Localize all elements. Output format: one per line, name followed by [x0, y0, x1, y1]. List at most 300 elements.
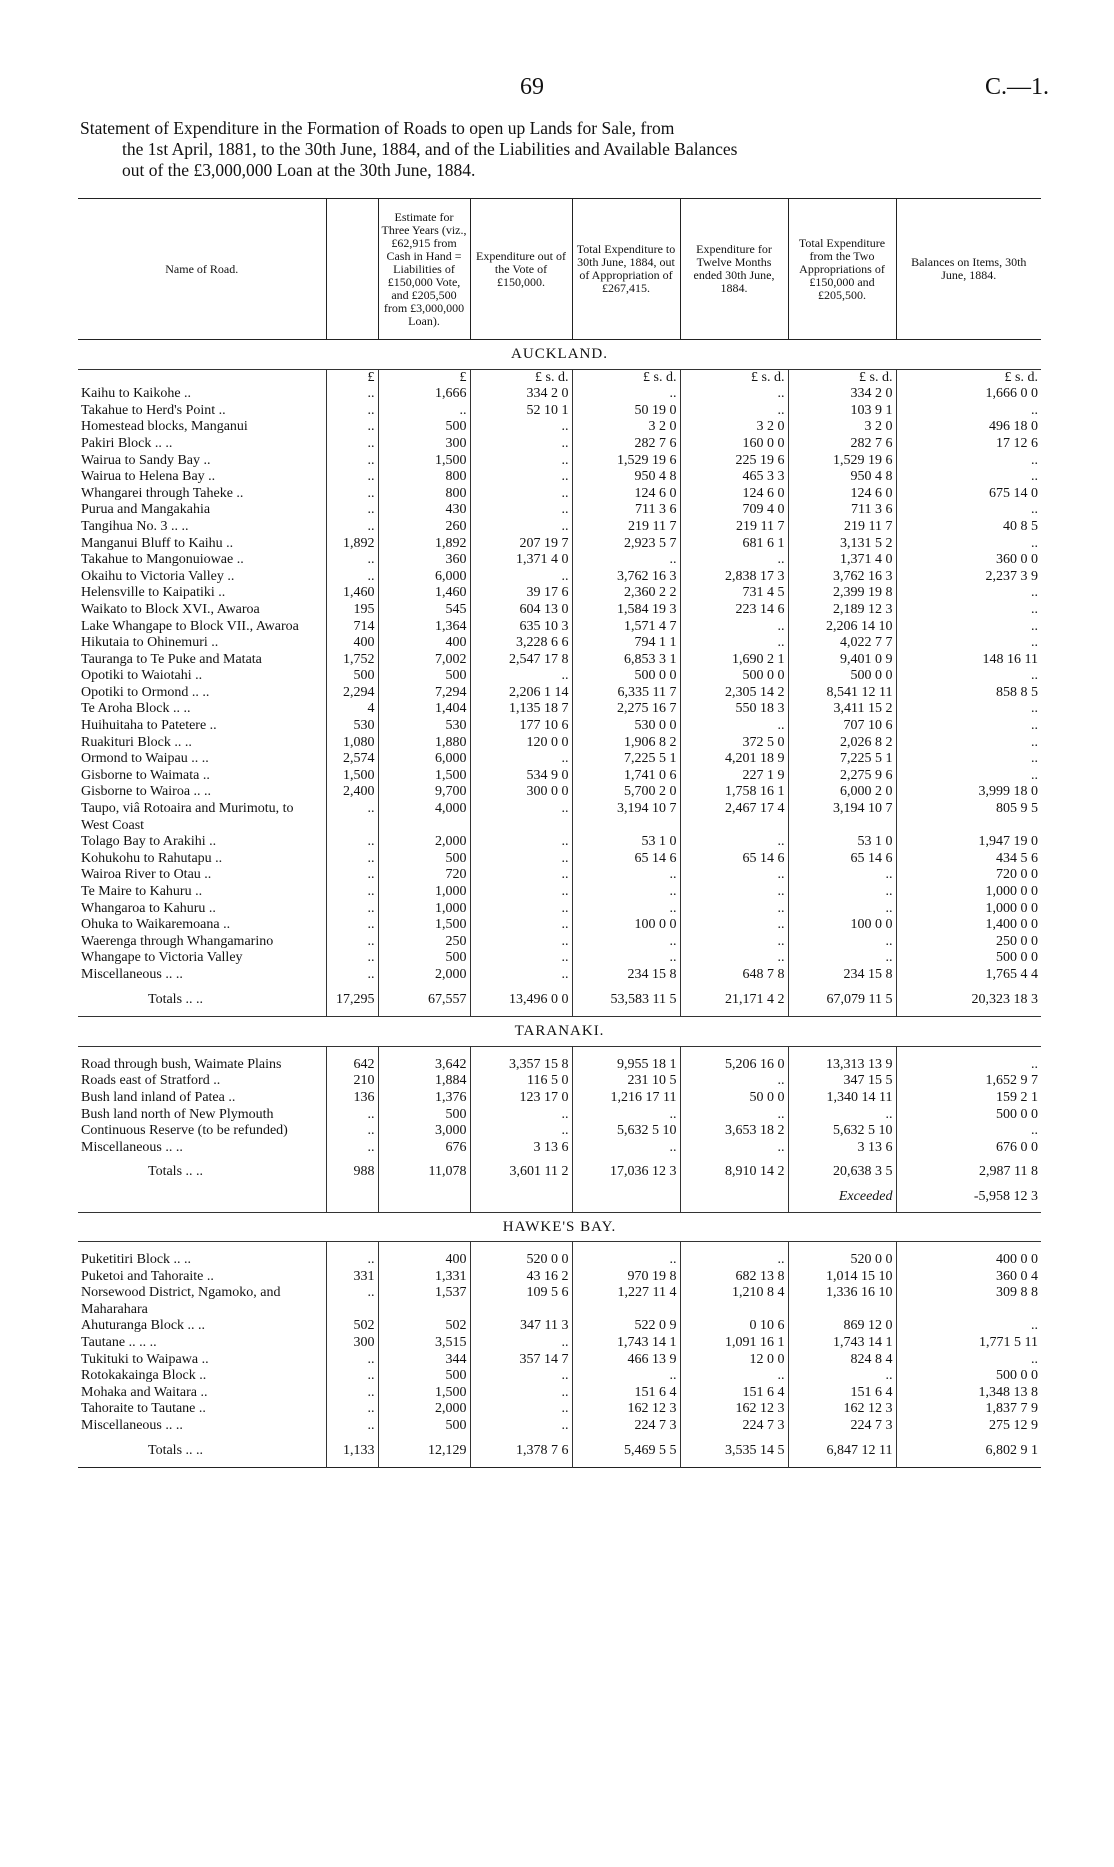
- table-row: [78, 585, 1041, 602]
- col-header-name: Name of Road.: [78, 199, 326, 340]
- amount-cell: 682 13 8: [680, 1269, 788, 1286]
- amount-cell: ..: [470, 801, 572, 834]
- amount-cell: 260: [378, 519, 470, 536]
- amount-cell: ..: [470, 519, 572, 536]
- totals-cell: 1,133: [326, 1435, 378, 1468]
- amount-cell: 357 14 7: [470, 1352, 572, 1369]
- amount-cell: ..: [896, 403, 1041, 420]
- title-line-1: Statement of Expenditure in the Formation of Roads to open up Lands for Sale, from: [80, 118, 675, 138]
- totals-row: [78, 1435, 1041, 1468]
- amount-cell: 309 8 8: [896, 1285, 1041, 1318]
- amount-cell: ..: [680, 1107, 788, 1124]
- spacer-cell: [326, 1242, 378, 1253]
- amount-cell: 2,400: [326, 784, 378, 801]
- amount-cell: ..: [680, 867, 788, 884]
- amount-cell: 300 0 0: [470, 784, 572, 801]
- amount-cell: 160 0 0: [680, 436, 788, 453]
- exceeded-blank-cell: [78, 1189, 326, 1212]
- road-name-cell: Rotokakainga Block ..: [81, 1368, 207, 1384]
- amount-cell: 275 12 9: [896, 1418, 1041, 1435]
- road-name-cell: Hikutaia to Ohinemuri ..: [81, 635, 219, 651]
- amount-cell: 12 0 0: [680, 1352, 788, 1369]
- amount-cell: ..: [470, 950, 572, 967]
- amount-cell: 6,000: [378, 569, 470, 586]
- units-cell: £ s. d.: [896, 369, 1041, 386]
- road-name-cell: Wairoa River to Otau ..: [81, 867, 212, 883]
- amount-cell: ..: [896, 536, 1041, 553]
- amount-cell: 2,026 8 2: [788, 735, 896, 752]
- spacer-cell: [470, 1242, 572, 1253]
- amount-cell: 1,216 17 11: [572, 1090, 680, 1107]
- amount-cell: 500: [378, 1368, 470, 1385]
- table-row: [78, 619, 1041, 636]
- amount-cell: ..: [326, 851, 378, 868]
- road-name-cell: Puketitiri Block .. ..: [81, 1252, 192, 1268]
- spacer-cell: [896, 1046, 1041, 1057]
- road-name-cell: Whangarei through Taheke ..: [81, 485, 244, 501]
- amount-cell: 1,743 14 1: [788, 1335, 896, 1352]
- amount-cell: ..: [572, 1368, 680, 1385]
- totals-label: Totals .. ..: [148, 1164, 204, 1180]
- amount-cell: ..: [470, 917, 572, 934]
- amount-cell: 300: [378, 436, 470, 453]
- amount-cell: 530: [378, 718, 470, 735]
- amount-cell: 3,999 18 0: [896, 784, 1041, 801]
- road-name-cell: Tolago Bay to Arakihi ..: [81, 834, 217, 850]
- road-name-cell: Lake Whangape to Block VII., Awaroa: [81, 618, 299, 634]
- section-title: HAWKE'S BAY.: [78, 1212, 1041, 1242]
- amount-cell: 219 11 7: [788, 519, 896, 536]
- amount-cell: 2,000: [378, 1401, 470, 1418]
- amount-cell: 1,947 19 0: [896, 834, 1041, 851]
- amount-cell: ..: [680, 386, 788, 403]
- amount-cell: 162 12 3: [680, 1401, 788, 1418]
- amount-cell: ..: [896, 1057, 1041, 1074]
- amount-cell: 7,294: [378, 685, 470, 702]
- table-row: [78, 1401, 1041, 1418]
- amount-cell: 2,000: [378, 967, 470, 984]
- section-title: TARANAKI.: [78, 1017, 1041, 1047]
- amount-cell: 3,642: [378, 1057, 470, 1074]
- table-row: [78, 1352, 1041, 1369]
- amount-cell: ..: [572, 950, 680, 967]
- amount-cell: ..: [572, 934, 680, 951]
- statement-title: [80, 118, 1040, 181]
- road-name-cell: Ohuka to Waikaremoana ..: [81, 917, 231, 933]
- amount-cell: 282 7 6: [572, 436, 680, 453]
- amount-cell: 234 15 8: [572, 967, 680, 984]
- amount-cell: 3,515: [378, 1335, 470, 1352]
- amount-cell: 5,206 16 0: [680, 1057, 788, 1074]
- amount-cell: 224 7 3: [788, 1418, 896, 1435]
- col-header-expenditure-twelve-months: Expenditure for Twelve Months ended 30th June, 1884.: [680, 199, 788, 340]
- totals-cell: 8,910 14 2: [680, 1156, 788, 1189]
- totals-cell: 21,171 4 2: [680, 984, 788, 1017]
- amount-cell: 331: [326, 1269, 378, 1286]
- amount-cell: ..: [326, 934, 378, 951]
- amount-cell: 430: [378, 502, 470, 519]
- exceeded-blank-cell: [378, 1189, 470, 1212]
- amount-cell: ..: [470, 1401, 572, 1418]
- amount-cell: 52 10 1: [470, 403, 572, 420]
- road-name-cell: Puketoi and Tahoraite ..: [81, 1268, 214, 1284]
- amount-cell: ..: [572, 884, 680, 901]
- amount-cell: 124 6 0: [680, 486, 788, 503]
- amount-cell: 1,584 19 3: [572, 602, 680, 619]
- amount-cell: 7,002: [378, 652, 470, 669]
- road-name-cell: Whangaroa to Kahuru ..: [81, 900, 216, 916]
- amount-cell: ..: [896, 1123, 1041, 1140]
- amount-cell: 1,460: [378, 585, 470, 602]
- amount-cell: ..: [896, 502, 1041, 519]
- section-header-row: [78, 1212, 1041, 1242]
- amount-cell: ..: [326, 403, 378, 420]
- road-name-cell: Road through bush, Waimate Plains: [81, 1056, 282, 1072]
- amount-cell: 1,000 0 0: [896, 884, 1041, 901]
- amount-cell: 869 12 0: [788, 1318, 896, 1335]
- totals-cell: 5,469 5 5: [572, 1435, 680, 1468]
- amount-cell: 1,500: [378, 768, 470, 785]
- amount-cell: ..: [896, 619, 1041, 636]
- amount-cell: 434 5 6: [896, 851, 1041, 868]
- amount-cell: 534 9 0: [470, 768, 572, 785]
- spacer-cell: [326, 1046, 378, 1057]
- amount-cell: 151 6 4: [788, 1385, 896, 1402]
- totals-row: [78, 1156, 1041, 1189]
- amount-cell: ..: [572, 867, 680, 884]
- amount-cell: 5,632 5 10: [788, 1123, 896, 1140]
- spacer-cell: [680, 1242, 788, 1253]
- amount-cell: 1,014 15 10: [788, 1269, 896, 1286]
- page-number: 69: [520, 74, 544, 100]
- amount-cell: ..: [326, 453, 378, 470]
- amount-cell: 500: [378, 1107, 470, 1124]
- totals-cell: 13,496 0 0: [470, 984, 572, 1017]
- amount-cell: 530: [326, 718, 378, 735]
- amount-cell: 224 7 3: [680, 1418, 788, 1435]
- table-row: [78, 1368, 1041, 1385]
- table-row: [78, 701, 1041, 718]
- amount-cell: 53 1 0: [572, 834, 680, 851]
- exceeded-row: [78, 1189, 1041, 1212]
- table-row: [78, 419, 1041, 436]
- amount-cell: 4,201 18 9: [680, 751, 788, 768]
- amount-cell: 124 6 0: [572, 486, 680, 503]
- amount-cell: ..: [680, 884, 788, 901]
- amount-cell: 3,228 6 6: [470, 635, 572, 652]
- amount-cell: 3,653 18 2: [680, 1123, 788, 1140]
- amount-cell: ..: [896, 1318, 1041, 1335]
- amount-cell: 2,294: [326, 685, 378, 702]
- amount-cell: 466 13 9: [572, 1352, 680, 1369]
- amount-cell: 5,700 2 0: [572, 784, 680, 801]
- amount-cell: 1,404: [378, 701, 470, 718]
- road-name-cell: Opotiki to Waiotahi ..: [81, 668, 203, 684]
- road-name-cell: Miscellaneous .. ..: [81, 1139, 183, 1155]
- road-name-cell: Homestead blocks, Manganui: [81, 419, 248, 435]
- road-name-cell: Miscellaneous .. ..: [81, 1418, 183, 1434]
- amount-cell: 805 9 5: [896, 801, 1041, 834]
- table-row: [78, 1073, 1041, 1090]
- spacer-cell: [572, 1046, 680, 1057]
- amount-cell: 231 10 5: [572, 1073, 680, 1090]
- amount-cell: 604 13 0: [470, 602, 572, 619]
- spacer-cell: [78, 1242, 326, 1253]
- amount-cell: 500 0 0: [896, 1107, 1041, 1124]
- amount-cell: 400: [378, 1252, 470, 1269]
- amount-cell: ..: [326, 1123, 378, 1140]
- road-name-cell: Purua and Mangakahia: [81, 502, 211, 518]
- amount-cell: 136: [326, 1090, 378, 1107]
- amount-cell: ..: [470, 668, 572, 685]
- amount-cell: ..: [788, 867, 896, 884]
- amount-cell: ..: [470, 934, 572, 951]
- totals-cell: 988: [326, 1156, 378, 1189]
- section-header-row: [78, 1017, 1041, 1047]
- amount-cell: ..: [788, 1107, 896, 1124]
- amount-cell: ..: [470, 834, 572, 851]
- amount-cell: 1,884: [378, 1073, 470, 1090]
- amount-cell: 400 0 0: [896, 1252, 1041, 1269]
- totals-cell: 20,638 3 5: [788, 1156, 896, 1189]
- totals-cell: 11,078: [378, 1156, 470, 1189]
- table-row: [78, 1140, 1041, 1157]
- amount-cell: 707 10 6: [788, 718, 896, 735]
- road-name-cell: Miscellaneous .. ..: [81, 966, 183, 982]
- amount-cell: 1,741 0 6: [572, 768, 680, 785]
- spacer-cell: [788, 1046, 896, 1057]
- road-name-cell: Huihuitaha to Patetere ..: [81, 718, 217, 734]
- amount-cell: ..: [680, 1073, 788, 1090]
- amount-cell: 1,336 16 10: [788, 1285, 896, 1318]
- table-row: [78, 386, 1041, 403]
- amount-cell: 858 8 5: [896, 685, 1041, 702]
- exceeded-blank-cell: [572, 1189, 680, 1212]
- totals-cell: 67,079 11 5: [788, 984, 896, 1017]
- amount-cell: 2,000: [378, 834, 470, 851]
- amount-cell: 360 0 0: [896, 552, 1041, 569]
- amount-cell: 950 4 8: [788, 469, 896, 486]
- amount-cell: ..: [896, 635, 1041, 652]
- amount-cell: 1,500: [378, 1385, 470, 1402]
- road-name-cell: Waikato to Block XVI., Awaroa: [81, 601, 260, 617]
- amount-cell: ..: [326, 834, 378, 851]
- amount-cell: 282 7 6: [788, 436, 896, 453]
- amount-cell: 6,335 11 7: [572, 685, 680, 702]
- spacer-row: [78, 1242, 1041, 1253]
- col-header-expenditure-vote: Expenditure out of the Vote of £150,000.: [470, 199, 572, 340]
- amount-cell: 334 2 0: [788, 386, 896, 403]
- amount-cell: 9,401 0 9: [788, 652, 896, 669]
- amount-cell: 3,411 15 2: [788, 701, 896, 718]
- table-row: [78, 635, 1041, 652]
- table-row: [78, 751, 1041, 768]
- amount-cell: 635 10 3: [470, 619, 572, 636]
- amount-cell: 1,765 4 4: [896, 967, 1041, 984]
- totals-row: [78, 984, 1041, 1017]
- amount-cell: 3,762 16 3: [572, 569, 680, 586]
- amount-cell: 800: [378, 486, 470, 503]
- amount-cell: 177 10 6: [470, 718, 572, 735]
- amount-cell: 162 12 3: [572, 1401, 680, 1418]
- amount-cell: 1,210 8 4: [680, 1285, 788, 1318]
- amount-cell: 344: [378, 1352, 470, 1369]
- amount-cell: 4,000: [378, 801, 470, 834]
- amount-cell: 40 8 5: [896, 519, 1041, 536]
- amount-cell: 1,571 4 7: [572, 619, 680, 636]
- road-name-cell: Ahuturanga Block .. ..: [81, 1318, 206, 1334]
- amount-cell: 496 18 0: [896, 419, 1041, 436]
- amount-cell: ..: [470, 867, 572, 884]
- amount-cell: 1,892: [378, 536, 470, 553]
- amount-cell: 2,574: [326, 751, 378, 768]
- amount-cell: 65 14 6: [788, 851, 896, 868]
- amount-cell: ..: [326, 502, 378, 519]
- road-name-cell: Ruakituri Block .. ..: [81, 734, 192, 750]
- amount-cell: ..: [896, 751, 1041, 768]
- amount-cell: 7,225 5 1: [572, 751, 680, 768]
- road-name-cell: Tautane .. .. ..: [81, 1335, 157, 1351]
- amount-cell: 2,360 2 2: [572, 585, 680, 602]
- amount-cell: 550 18 3: [680, 701, 788, 718]
- units-cell: £ s. d.: [680, 369, 788, 386]
- road-name-cell: Opotiki to Ormond .. ..: [81, 684, 210, 700]
- table-row: [78, 602, 1041, 619]
- table-row: [78, 1090, 1041, 1107]
- col-header-total-expenditure: Total Expenditure to 30th June, 1884, out of Appropriation of £267,415.: [572, 199, 680, 340]
- amount-cell: 6,853 3 1: [572, 652, 680, 669]
- col-header-balances: Balances on Items, 30th June, 1884.: [896, 199, 1041, 340]
- road-name-cell: Kohukohu to Rahutapu ..: [81, 850, 223, 866]
- totals-cell: 1,378 7 6: [470, 1435, 572, 1468]
- table-row: [78, 685, 1041, 702]
- amount-cell: ..: [680, 934, 788, 951]
- amount-cell: ..: [680, 950, 788, 967]
- amount-cell: ..: [680, 834, 788, 851]
- amount-cell: 2,206 14 10: [788, 619, 896, 636]
- amount-cell: ..: [326, 519, 378, 536]
- table-row: [78, 1269, 1041, 1286]
- amount-cell: 109 5 6: [470, 1285, 572, 1318]
- amount-cell: 675 14 0: [896, 486, 1041, 503]
- amount-cell: 210: [326, 1073, 378, 1090]
- amount-cell: 676: [378, 1140, 470, 1157]
- amount-cell: 13,313 13 9: [788, 1057, 896, 1074]
- table-row: [78, 834, 1041, 851]
- road-name-cell: Kaihu to Kaikohe ..: [81, 386, 192, 402]
- amount-cell: 360: [378, 552, 470, 569]
- amount-cell: ..: [896, 453, 1041, 470]
- amount-cell: 100 0 0: [788, 917, 896, 934]
- spacer-row: [78, 1046, 1041, 1057]
- amount-cell: 731 4 5: [680, 585, 788, 602]
- amount-cell: ..: [326, 917, 378, 934]
- amount-cell: 400: [378, 635, 470, 652]
- amount-cell: 103 9 1: [788, 403, 896, 420]
- amount-cell: ..: [470, 436, 572, 453]
- amount-cell: 1,892: [326, 536, 378, 553]
- amount-cell: 520 0 0: [470, 1252, 572, 1269]
- amount-cell: 219 11 7: [680, 519, 788, 536]
- amount-cell: 123 17 0: [470, 1090, 572, 1107]
- amount-cell: 225 19 6: [680, 453, 788, 470]
- amount-cell: 1,837 7 9: [896, 1401, 1041, 1418]
- amount-cell: ..: [326, 419, 378, 436]
- road-name-cell: Taupo, viâ Rotoaira and Murimotu, to West Coast: [81, 801, 294, 833]
- units-cell: £ s. d.: [788, 369, 896, 386]
- amount-cell: ..: [896, 602, 1041, 619]
- amount-cell: 1,500: [378, 453, 470, 470]
- amount-cell: 50 0 0: [680, 1090, 788, 1107]
- exceeded-blank-cell: [680, 1189, 788, 1212]
- amount-cell: 530 0 0: [572, 718, 680, 735]
- amount-cell: 151 6 4: [572, 1385, 680, 1402]
- amount-cell: ..: [470, 884, 572, 901]
- amount-cell: 3,131 5 2: [788, 536, 896, 553]
- amount-cell: ..: [326, 967, 378, 984]
- road-name-cell: Pakiri Block .. ..: [81, 435, 173, 451]
- table-row: [78, 735, 1041, 752]
- amount-cell: 1,000 0 0: [896, 901, 1041, 918]
- section-header-row: [78, 340, 1041, 370]
- amount-cell: 520 0 0: [788, 1252, 896, 1269]
- amount-cell: ..: [680, 635, 788, 652]
- amount-cell: 502: [326, 1318, 378, 1335]
- amount-cell: 3 2 0: [680, 419, 788, 436]
- amount-cell: 1,091 16 1: [680, 1335, 788, 1352]
- amount-cell: ..: [326, 469, 378, 486]
- table-row: [78, 552, 1041, 569]
- amount-cell: 2,189 12 3: [788, 602, 896, 619]
- document-code: C.—1.: [985, 74, 1050, 100]
- amount-cell: 681 6 1: [680, 536, 788, 553]
- title-line-3: out of the £3,000,000 Loan at the 30th June, 1884.: [122, 160, 476, 180]
- totals-cell: 3,535 14 5: [680, 1435, 788, 1468]
- amount-cell: 500 0 0: [788, 668, 896, 685]
- amount-cell: 500: [326, 668, 378, 685]
- table-row: [78, 1057, 1041, 1074]
- amount-cell: ..: [572, 552, 680, 569]
- amount-cell: 65 14 6: [680, 851, 788, 868]
- amount-cell: 500 0 0: [896, 1368, 1041, 1385]
- amount-cell: 2,275 9 6: [788, 768, 896, 785]
- amount-cell: ..: [470, 502, 572, 519]
- amount-cell: 500 0 0: [896, 950, 1041, 967]
- amount-cell: 3 2 0: [788, 419, 896, 436]
- table-row: [78, 569, 1041, 586]
- totals-cell: 17,295: [326, 984, 378, 1017]
- road-name-cell: Roads east of Stratford ..: [81, 1073, 221, 1089]
- amount-cell: 720: [378, 867, 470, 884]
- totals-cell: 6,802 9 1: [896, 1435, 1041, 1468]
- amount-cell: ..: [680, 1140, 788, 1157]
- amount-cell: 1,331: [378, 1269, 470, 1286]
- road-name-cell: Bush land north of New Plymouth: [81, 1106, 274, 1122]
- amount-cell: ..: [788, 950, 896, 967]
- amount-cell: 65 14 6: [572, 851, 680, 868]
- amount-cell: 970 19 8: [572, 1269, 680, 1286]
- amount-cell: ..: [680, 552, 788, 569]
- amount-cell: 360 0 4: [896, 1269, 1041, 1286]
- amount-cell: ..: [896, 768, 1041, 785]
- amount-cell: ..: [470, 851, 572, 868]
- amount-cell: 1,227 11 4: [572, 1285, 680, 1318]
- amount-cell: ..: [896, 1352, 1041, 1369]
- section-title: AUCKLAND.: [78, 340, 1041, 370]
- road-name-cell: Ormond to Waipau .. ..: [81, 751, 209, 767]
- amount-cell: 2,547 17 8: [470, 652, 572, 669]
- table-row: [78, 486, 1041, 503]
